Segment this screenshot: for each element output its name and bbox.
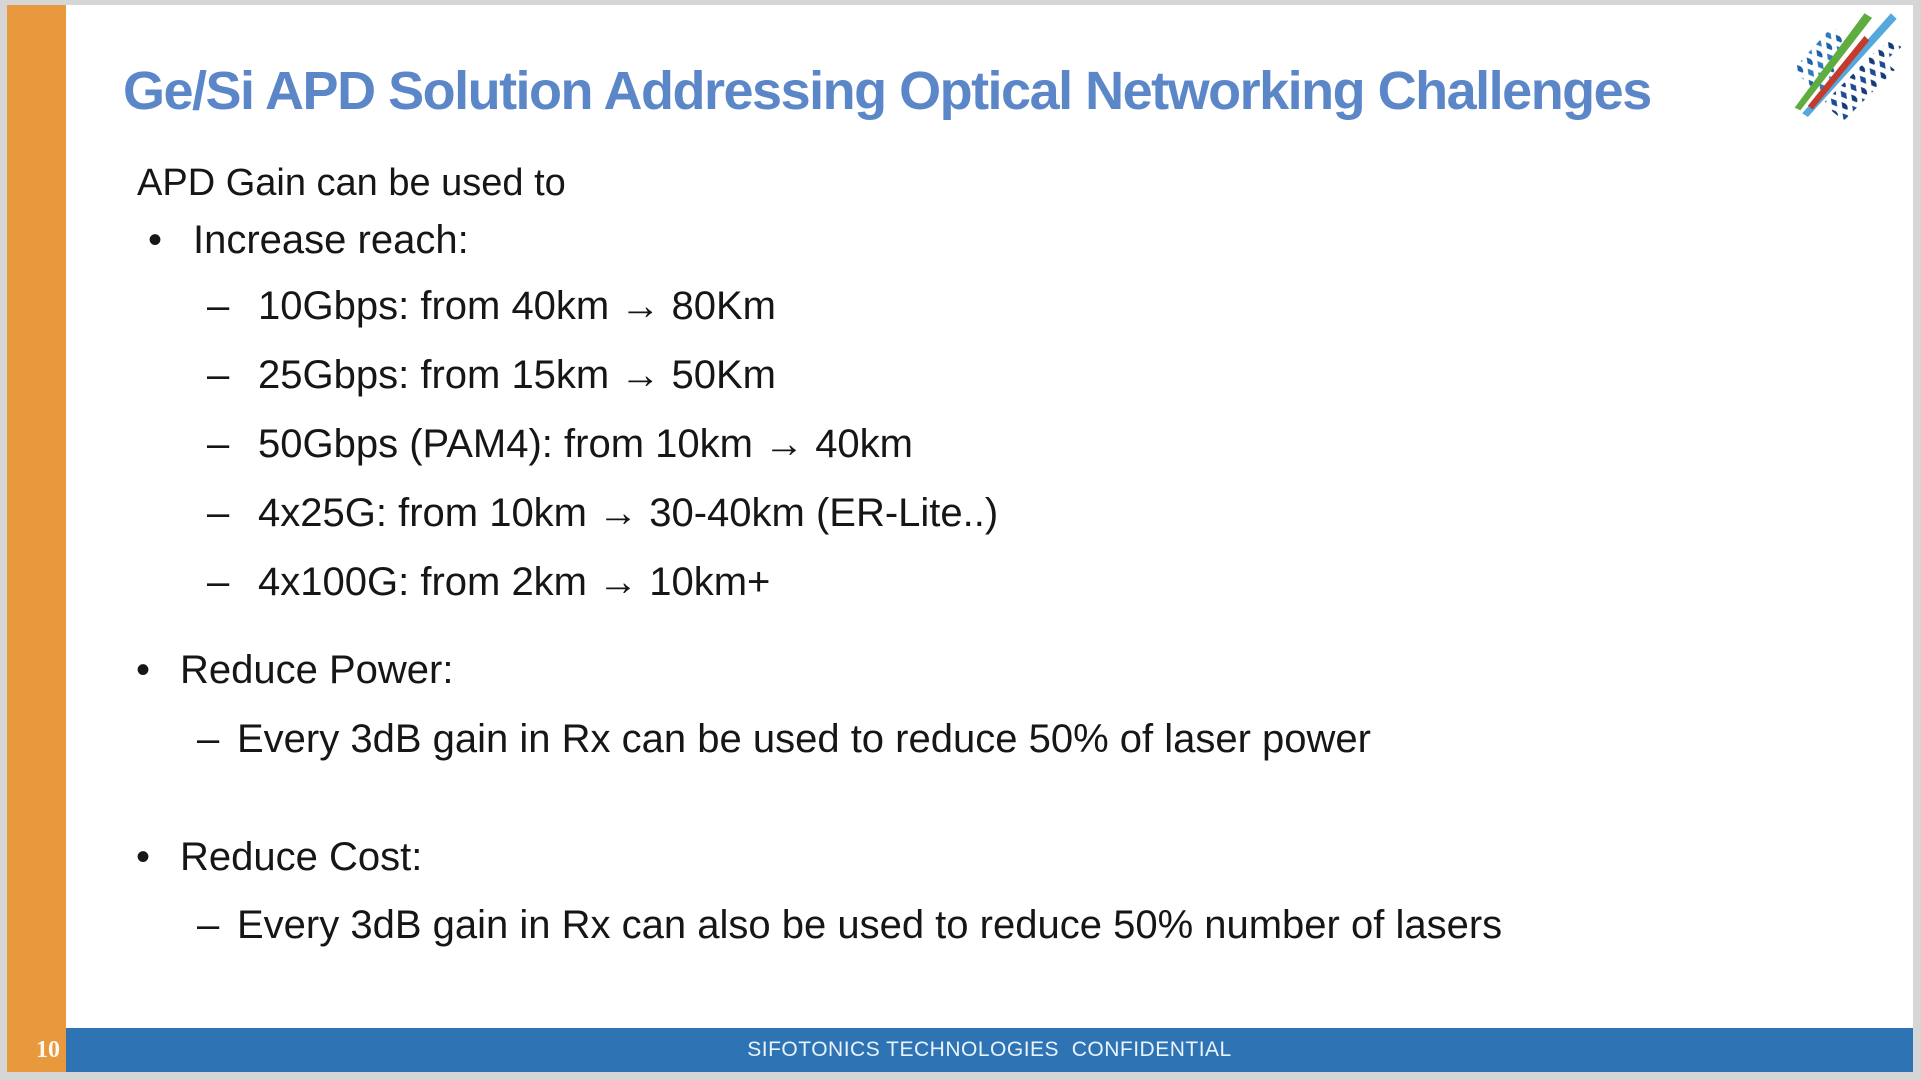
dash-icon: – (207, 491, 230, 535)
list-item-text: 4x100G: from 2km → 10km+ (258, 560, 771, 604)
list-item-text: 25Gbps: from 15km → 50Km (258, 353, 776, 397)
list-item-text: Every 3dB gain in Rx can be used to reduce 50% of laser power (237, 717, 1371, 761)
bullet-icon: • (148, 218, 163, 262)
lead-in-text: APD Gain can be used to (137, 162, 566, 204)
bullet-label: Reduce Cost: (180, 835, 423, 879)
list-item (207, 410, 998, 479)
footer-bar (66, 1028, 1913, 1072)
list-item-text: 50Gbps (PAM4): from 10km → 40km (258, 422, 913, 466)
dash-icon: – (207, 422, 230, 466)
list-item (207, 479, 998, 548)
bullet-label: Increase reach: (193, 218, 469, 262)
list-item (197, 705, 1371, 774)
bullet-increase-reach (148, 215, 469, 265)
dash-icon: – (207, 353, 230, 397)
list-item (197, 891, 1502, 960)
list-item (207, 548, 998, 617)
list-item-text: 4x25G: from 10km → 30-40km (ER-Lite..) (258, 491, 999, 535)
bullet-icon: • (136, 835, 151, 879)
page-number: 10 (36, 1036, 60, 1063)
sifotonics-logo (1789, 11, 1907, 123)
dash-icon: – (197, 903, 220, 947)
list-item-text: Every 3dB gain in Rx can also be used to reduce 50% number of lasers (237, 903, 1503, 947)
confidential-notice: SIFOTONICS TECHNOLOGIES CONFIDENTIAL (747, 1038, 1232, 1061)
list-item-text: 10Gbps: from 40km → 80Km (258, 284, 776, 328)
reduce-cost-sublist (197, 891, 1502, 960)
increase-reach-sublist (207, 272, 998, 617)
bullet-reduce-cost (136, 832, 422, 882)
bullet-icon: • (136, 648, 151, 692)
dash-icon: – (197, 717, 220, 761)
list-item (207, 272, 998, 341)
left-accent-strip (7, 5, 66, 1072)
slide (7, 5, 1913, 1072)
list-item (207, 341, 998, 410)
bullet-reduce-power (136, 645, 453, 695)
dash-icon: – (207, 284, 230, 328)
slide-title: Ge/Si APD Solution Addressing Optical Networking Challenges (123, 61, 1651, 121)
bullet-label: Reduce Power: (180, 648, 454, 692)
dash-icon: – (207, 560, 230, 604)
reduce-power-sublist (197, 705, 1371, 774)
